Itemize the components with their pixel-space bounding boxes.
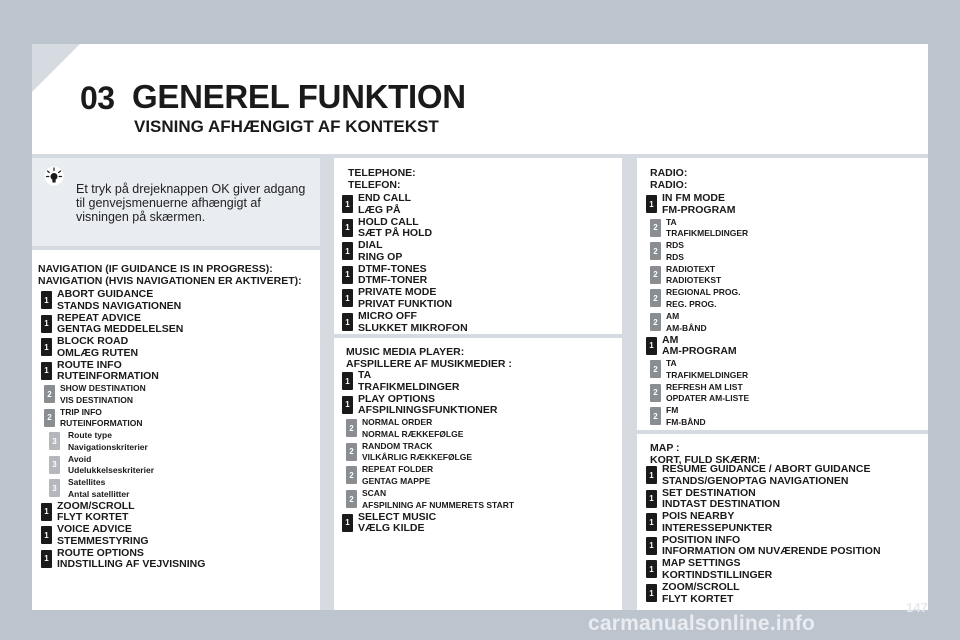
menu-level-badge: 1 <box>342 219 353 237</box>
menu-item-line: ABORT GUIDANCE <box>57 288 154 300</box>
menu-item-line: TRAFIKMELDINGER <box>358 380 460 393</box>
menu-item-line: VIS DESTINATION <box>60 394 134 405</box>
menu-level-badge: 1 <box>646 337 657 355</box>
menu-item-line: Satellites <box>68 477 106 487</box>
chapter-number: 03 <box>80 80 115 116</box>
menu-item-line: DTMF-TONES <box>358 262 427 275</box>
radio-heading <box>650 168 687 191</box>
menu-item-line: Avoid <box>68 453 92 464</box>
menu-item-line: VOICE ADVICE <box>57 523 132 535</box>
menu-level-badge: 2 <box>44 409 55 427</box>
menu-item-line: SET DESTINATION <box>662 486 756 499</box>
menu-level-badge: 2 <box>650 313 661 331</box>
menu-item-label <box>362 441 472 464</box>
menu-level-badge: 2 <box>650 289 661 307</box>
menu-item-label <box>60 407 142 430</box>
menu-item-label <box>662 488 780 511</box>
menu-level-badge: 1 <box>41 526 52 544</box>
menu-item-label <box>362 417 463 440</box>
menu-item-line: OMLÆG RUTEN <box>57 346 139 359</box>
menu-item-label <box>662 193 736 216</box>
menu-item-label <box>666 264 721 287</box>
menu-level-badge: 3 <box>49 456 60 474</box>
navigation-heading <box>38 264 302 287</box>
menu-item-line: NORMAL RÆKKEFØLGE <box>362 428 464 439</box>
menu-level-badge: 1 <box>41 315 52 333</box>
telephone-heading <box>348 168 416 191</box>
menu-item-line: LÆG PÅ <box>358 203 401 216</box>
menu-item-line: REPEAT FOLDER <box>362 464 434 475</box>
menu-level-badge: 2 <box>650 242 661 260</box>
music-heading <box>346 347 512 370</box>
menu-item-label <box>358 394 497 417</box>
menu-item-line: OPDATER AM-LISTE <box>666 393 750 404</box>
menu-level-badge: 1 <box>342 313 353 331</box>
menu-item-line: STANDS NAVIGATIONEN <box>57 299 182 312</box>
menu-level-badge: 2 <box>346 466 357 484</box>
chapter-title: GENEREL FUNKTION <box>132 78 466 115</box>
menu-item-line: DTMF-TONER <box>358 274 428 287</box>
menu-item-line: IN FM MODE <box>662 192 725 204</box>
menu-item-label <box>358 193 411 216</box>
menu-item-line: RDS <box>666 251 684 262</box>
menu-level-badge: 2 <box>650 360 661 378</box>
menu-item-line: MAP SETTINGS <box>662 557 741 570</box>
menu-item-label <box>362 464 433 487</box>
menu-level-badge: 1 <box>342 242 353 260</box>
menu-item-label <box>666 240 684 263</box>
menu-item-line: RADIOTEXT <box>666 263 716 274</box>
menu-item-line: ZOOM/SCROLL <box>662 581 740 593</box>
menu-level-badge: 1 <box>646 195 657 213</box>
menu-level-badge: 1 <box>342 195 353 213</box>
heading-line: MAP : <box>650 442 680 454</box>
menu-level-badge: 1 <box>41 362 52 380</box>
menu-level-badge: 2 <box>44 385 55 403</box>
menu-item-line: ROUTE OPTIONS <box>57 546 144 559</box>
tip-text <box>76 182 314 224</box>
menu-item-line: RESUME GUIDANCE / ABORT GUIDANCE <box>662 463 871 475</box>
menu-level-badge: 2 <box>650 407 661 425</box>
menu-item-line: AM-PROGRAM <box>662 345 737 358</box>
menu-item-label <box>666 217 748 240</box>
menu-item-label <box>68 477 129 500</box>
menu-item-line: STANDS/GENOPTAG NAVIGATIONEN <box>662 474 849 487</box>
menu-item-line: ZOOM/SCROLL <box>57 499 135 512</box>
menu-item-line: AFSPILNING AF NUMMERETS START <box>362 499 515 510</box>
menu-item-line: REG. PROG. <box>666 298 717 309</box>
menu-level-badge: 2 <box>650 219 661 237</box>
menu-item-line: Antal satellitter <box>68 488 130 499</box>
menu-item-line: KORTINDSTILLINGER <box>662 568 773 581</box>
menu-item-label <box>662 335 737 358</box>
menu-item-line: ROUTE INFO <box>57 358 122 371</box>
menu-level-badge: 2 <box>346 419 357 437</box>
menu-item-line: FM-BÅND <box>666 416 706 427</box>
heading-line: KORT, FULD SKÆRM: <box>650 453 761 466</box>
menu-item-line: PRIVATE MODE <box>358 286 437 299</box>
menu-item-line: END CALL <box>358 192 412 204</box>
menu-item-line: RDS <box>666 240 684 251</box>
menu-level-badge: 1 <box>41 291 52 309</box>
heading-line: AFSPILLERE AF MUSIKMEDIER : <box>346 357 512 370</box>
tip-line: Et tryk på drejeknappen OK giver adgang <box>76 182 306 196</box>
menu-item-label <box>662 535 881 558</box>
menu-item-line: INTERESSEPUNKTER <box>662 521 773 534</box>
menu-item-label <box>358 240 402 263</box>
menu-item-label <box>57 360 159 383</box>
menu-item-label <box>662 582 740 605</box>
menu-item-label <box>362 488 514 511</box>
menu-level-badge: 3 <box>49 479 60 497</box>
menu-item-line: TA <box>358 369 372 381</box>
heading-line: NAVIGATION (IF GUIDANCE IS IN PROGRESS): <box>38 263 273 275</box>
menu-item-label <box>662 511 772 534</box>
menu-item-label <box>358 264 427 287</box>
menu-item-line: NORMAL ORDER <box>362 417 433 428</box>
menu-level-badge: 1 <box>646 584 657 602</box>
menu-item-line: AM-BÅND <box>666 322 707 333</box>
menu-item-line: REFRESH AM LIST <box>666 381 743 392</box>
tip-line: visningen på skærmen. <box>76 210 206 224</box>
menu-level-badge: 1 <box>646 466 657 484</box>
menu-item-label <box>666 287 740 310</box>
heading-line: MUSIC MEDIA PLAYER: <box>346 346 465 358</box>
menu-item-line: Navigationskriterier <box>68 441 148 452</box>
heading-line: RADIO: <box>650 167 688 179</box>
heading-line: NAVIGATION (HVIS NAVIGATIONEN ER AKTIVERET): <box>38 274 302 287</box>
menu-level-badge: 3 <box>49 432 60 450</box>
menu-level-badge: 1 <box>646 513 657 531</box>
menu-level-badge: 1 <box>342 372 353 390</box>
menu-item-line: DIAL <box>358 239 383 252</box>
menu-level-badge: 1 <box>646 537 657 555</box>
menu-item-label <box>358 512 436 535</box>
menu-item-label <box>57 524 149 547</box>
menu-item-label <box>57 313 183 336</box>
menu-item-line: TA <box>666 358 677 369</box>
menu-item-line: AFSPILNINGSFUNKTIONER <box>358 404 498 417</box>
menu-item-line: MICRO OFF <box>358 310 417 322</box>
menu-item-label <box>358 287 452 310</box>
menu-item-line: RING OP <box>358 250 403 263</box>
menu-item-label <box>666 311 707 334</box>
menu-item-line: SHOW DESTINATION <box>60 383 146 393</box>
menu-item-line: REGIONAL PROG. <box>666 287 741 298</box>
menu-level-badge: 1 <box>41 503 52 521</box>
watermark: carmanualsonline.info <box>588 612 816 635</box>
menu-item-line: POSITION INFO <box>662 533 741 546</box>
menu-item-label <box>666 382 749 405</box>
menu-item-line: FLYT KORTET <box>662 592 734 605</box>
menu-item-line: RUTEINFORMATION <box>60 418 143 428</box>
chapter-subtitle: VISNING AFHÆNGIGT AF KONTEKST <box>134 117 439 136</box>
menu-item-line: RADIOTEKST <box>666 275 722 286</box>
page-number: 147 <box>906 600 928 615</box>
menu-item-label <box>666 405 706 428</box>
menu-item-line: SELECT MUSIC <box>358 510 437 523</box>
menu-item-line: SÆT PÅ HOLD <box>358 227 433 240</box>
menu-item-label <box>68 454 154 477</box>
menu-item-line: Udelukkelseskriterier <box>68 465 154 475</box>
menu-level-badge: 2 <box>650 266 661 284</box>
heading-line: RADIO: <box>650 178 688 191</box>
menu-item-line: FLYT KORTET <box>57 511 129 523</box>
menu-item-label <box>358 217 432 240</box>
menu-item-line: REPEAT ADVICE <box>57 311 142 324</box>
menu-item-line: TRAFIKMELDINGER <box>666 369 749 380</box>
menu-level-badge: 1 <box>342 289 353 307</box>
menu-level-badge: 1 <box>41 550 52 568</box>
menu-item-line: TRIP INFO <box>60 406 102 417</box>
menu-item-line: POIS NEARBY <box>662 510 735 523</box>
menu-item-line: STEMMESTYRING <box>57 534 149 547</box>
menu-item-line: FM <box>666 405 679 416</box>
menu-item-line: INFORMATION OM NUVÆRENDE POSITION <box>662 545 881 558</box>
menu-item-line: VILKÅRLIG RÆKKEFØLGE <box>362 452 473 463</box>
menu-item-line: PLAY OPTIONS <box>358 392 436 405</box>
menu-item-line: INDSTILLING AF VEJVISNING <box>57 558 206 570</box>
menu-level-badge: 2 <box>650 384 661 402</box>
menu-item-line: AM <box>666 311 680 321</box>
menu-item-line: BLOCK ROAD <box>57 335 129 347</box>
menu-item-label <box>662 558 772 581</box>
menu-item-line: Route type <box>68 430 112 440</box>
menu-item-line: PRIVAT FUNKTION <box>358 297 453 310</box>
menu-item-label <box>358 370 460 393</box>
heading-line: TELEFON: <box>348 178 401 191</box>
menu-item-line: GENTAG MEDDELELSEN <box>57 323 184 335</box>
menu-item-label <box>57 289 181 312</box>
menu-level-badge: 1 <box>342 266 353 284</box>
menu-item-line: HOLD CALL <box>358 215 419 228</box>
menu-item-line: GENTAG MAPPE <box>362 475 431 486</box>
menu-item-label <box>666 358 748 381</box>
menu-item-line: VÆLG KILDE <box>358 522 425 535</box>
menu-item-line: AM <box>662 333 679 346</box>
menu-level-badge: 1 <box>342 396 353 414</box>
heading-line: TELEPHONE: <box>348 167 416 179</box>
menu-item-line: RANDOM TRACK <box>362 440 433 451</box>
menu-item-label <box>60 383 146 406</box>
lightbulb-icon <box>44 166 64 186</box>
menu-item-label <box>662 464 870 487</box>
menu-level-badge: 2 <box>346 443 357 461</box>
menu-item-line: TRAFIKMELDINGER <box>666 228 749 239</box>
menu-item-line: RUTEINFORMATION <box>57 370 159 382</box>
menu-level-badge: 1 <box>646 490 657 508</box>
menu-level-badge: 1 <box>41 338 52 356</box>
menu-item-line: INDTAST DESTINATION <box>662 498 781 511</box>
menu-item-line: SCAN <box>362 488 387 498</box>
menu-level-badge: 2 <box>346 490 357 508</box>
menu-item-line: FM-PROGRAM <box>662 203 736 216</box>
menu-level-badge: 1 <box>342 514 353 532</box>
menu-item-line: TA <box>666 216 677 227</box>
menu-item-label <box>358 311 468 334</box>
menu-item-label <box>57 548 205 571</box>
menu-item-line: SLUKKET MIKROFON <box>358 321 468 334</box>
menu-item-label <box>57 501 135 524</box>
menu-item-label <box>57 336 138 359</box>
tip-line: til genvejsmenuerne afhængigt af <box>76 196 261 210</box>
menu-level-badge: 1 <box>646 560 657 578</box>
menu-item-label <box>68 430 148 453</box>
